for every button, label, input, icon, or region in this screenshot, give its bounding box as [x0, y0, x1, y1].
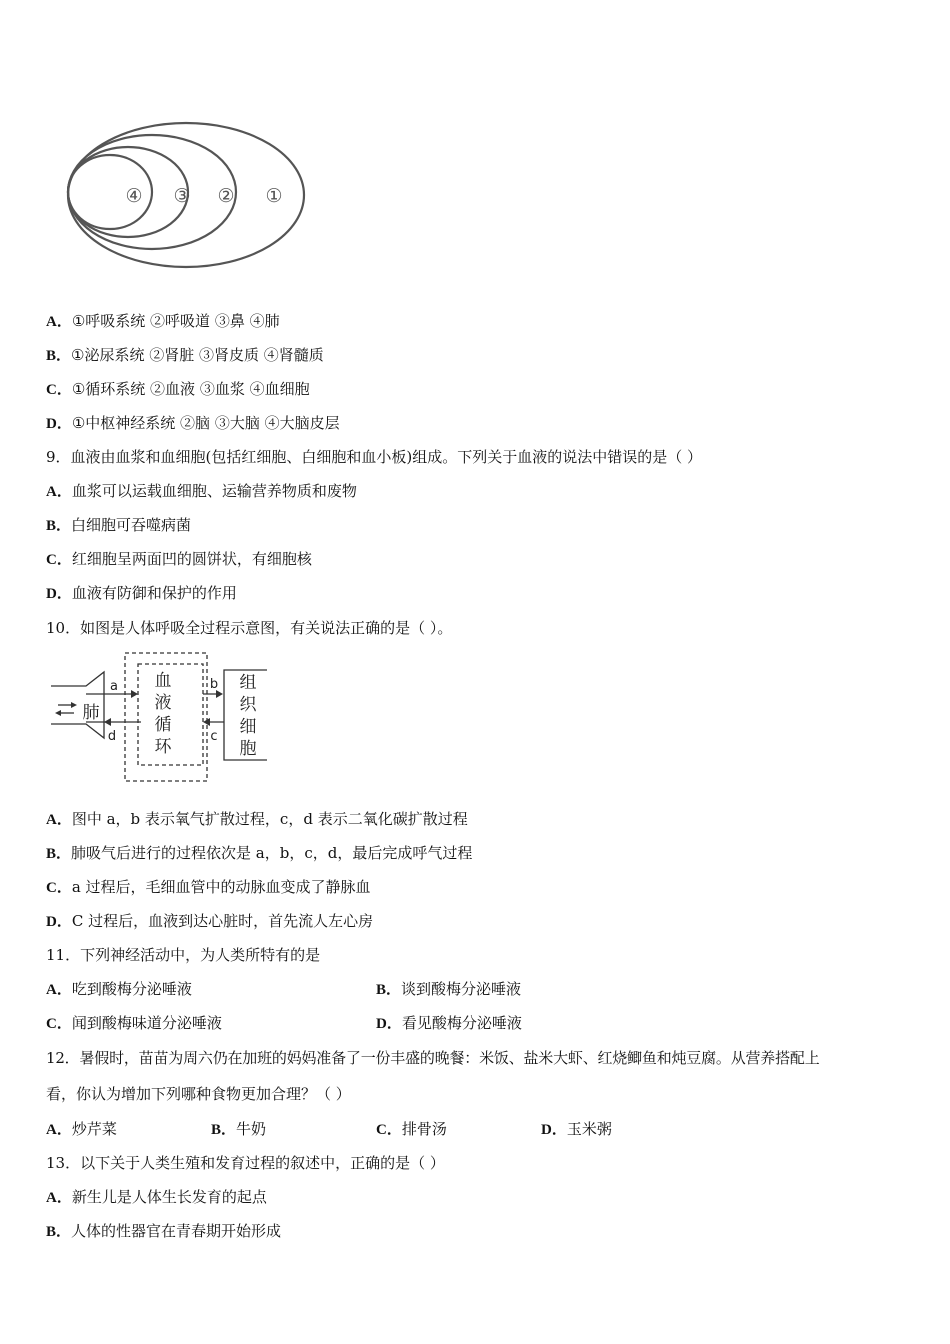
q13-option-b: B．人体的性器官在青春期开始形成	[46, 1222, 282, 1240]
q11-option-a: A．吃到酸梅分泌唾液	[46, 980, 192, 998]
q8-option-c: C．①循环系统 ②血液 ③血浆 ④血细胞	[46, 380, 310, 398]
lung-in-arrow-head	[71, 702, 77, 708]
q12-option-b: B．牛奶	[211, 1120, 267, 1138]
q8-option-d: D．①中枢神经系统 ②脑 ③大脑 ④大脑皮层	[46, 414, 340, 432]
blood-char-4: 环	[154, 737, 172, 757]
q8-option-b: B．①泌尿系统 ②肾脏 ③肾皮质 ④肾髓质	[46, 346, 324, 364]
label-2: ②	[217, 185, 235, 207]
label-d: d	[107, 729, 117, 744]
q10-option-d: D．C 过程后，血液到达心脏时，首先流人左心房	[46, 912, 374, 930]
label-4: ④	[125, 185, 143, 207]
arrow-d-head	[104, 718, 111, 726]
label-a: a	[110, 679, 118, 694]
lung-label: 肺	[82, 703, 100, 723]
q10-option-c: C．a 过程后，毛细血管中的动脉血变成了静脉血	[46, 878, 371, 896]
blood-char-1: 血	[154, 671, 172, 691]
label-1: ①	[265, 185, 283, 207]
q9-stem: 9．血液由血浆和血细胞(包括红细胞、白细胞和血小板)组成。下列关于血液的说法中错误的是（ ）	[46, 448, 703, 466]
blood-char-2: 液	[154, 693, 172, 713]
tissue-char-2: 织	[239, 695, 257, 715]
q10-option-a: A．图中 a，b 表示氧气扩散过程，c，d 表示二氧化碳扩散过程	[46, 810, 468, 828]
q13-stem: 13．以下关于人类生殖和发育过程的叙述中，正确的是（ ）	[46, 1154, 445, 1172]
q9-option-a: A．血浆可以运载血细胞、运输营养物质和废物	[46, 482, 357, 500]
q9-option-d: D．血液有防御和保护的作用	[46, 584, 237, 602]
lung-out-arrow-head	[55, 710, 61, 716]
respiration-diagram	[46, 650, 276, 785]
q12-stem-line1: 12．暑假时，苗苗为周六仍在加班的妈妈准备了一份丰盛的晚餐：米饭、盐米大虾、红烧鲫鱼和炖豆腐。从营养搭配上	[46, 1049, 820, 1067]
label-c: c	[210, 729, 218, 744]
q11-option-b: B．谈到酸梅分泌唾液	[376, 980, 522, 998]
q12-stem-line2: 看，你认为增加下列哪种食物更加合理？（ ）	[46, 1085, 351, 1103]
q12-option-c: C．排骨汤	[376, 1120, 447, 1138]
blood-char-3: 循	[154, 715, 172, 735]
q10-stem: 10．如图是人体呼吸全过程示意图，有关说法正确的是（ ）。	[46, 619, 453, 637]
tissue-char-4: 胞	[239, 739, 257, 759]
q10-option-b: B．肺吸气后进行的过程依次是 a，b，c，d，最后完成呼气过程	[46, 844, 473, 862]
q12-option-d: D．玉米粥	[541, 1120, 612, 1138]
tissue-char-3: 细	[239, 717, 257, 737]
q9-option-c: C．红细胞呈两面凹的圆饼状，有细胞核	[46, 550, 312, 568]
q13-option-a: A．新生儿是人体生长发育的起点	[46, 1188, 267, 1206]
q11-option-d: D．看见酸梅分泌唾液	[376, 1014, 522, 1032]
nested-ellipses-diagram	[60, 118, 320, 278]
label-b: b	[209, 677, 219, 692]
tissue-char-1: 组	[239, 673, 257, 693]
q11-stem: 11．下列神经活动中，为人类所特有的是	[46, 946, 321, 964]
q12-option-a: A．炒芹菜	[46, 1120, 117, 1138]
q8-option-a: A．①呼吸系统 ②呼吸道 ③鼻 ④肺	[46, 312, 280, 330]
arrow-a-head	[131, 690, 138, 698]
q9-option-b: B．白细胞可吞噬病菌	[46, 516, 192, 534]
q11-option-c: C．闻到酸梅味道分泌唾液	[46, 1014, 222, 1032]
label-3: ③	[173, 185, 191, 207]
